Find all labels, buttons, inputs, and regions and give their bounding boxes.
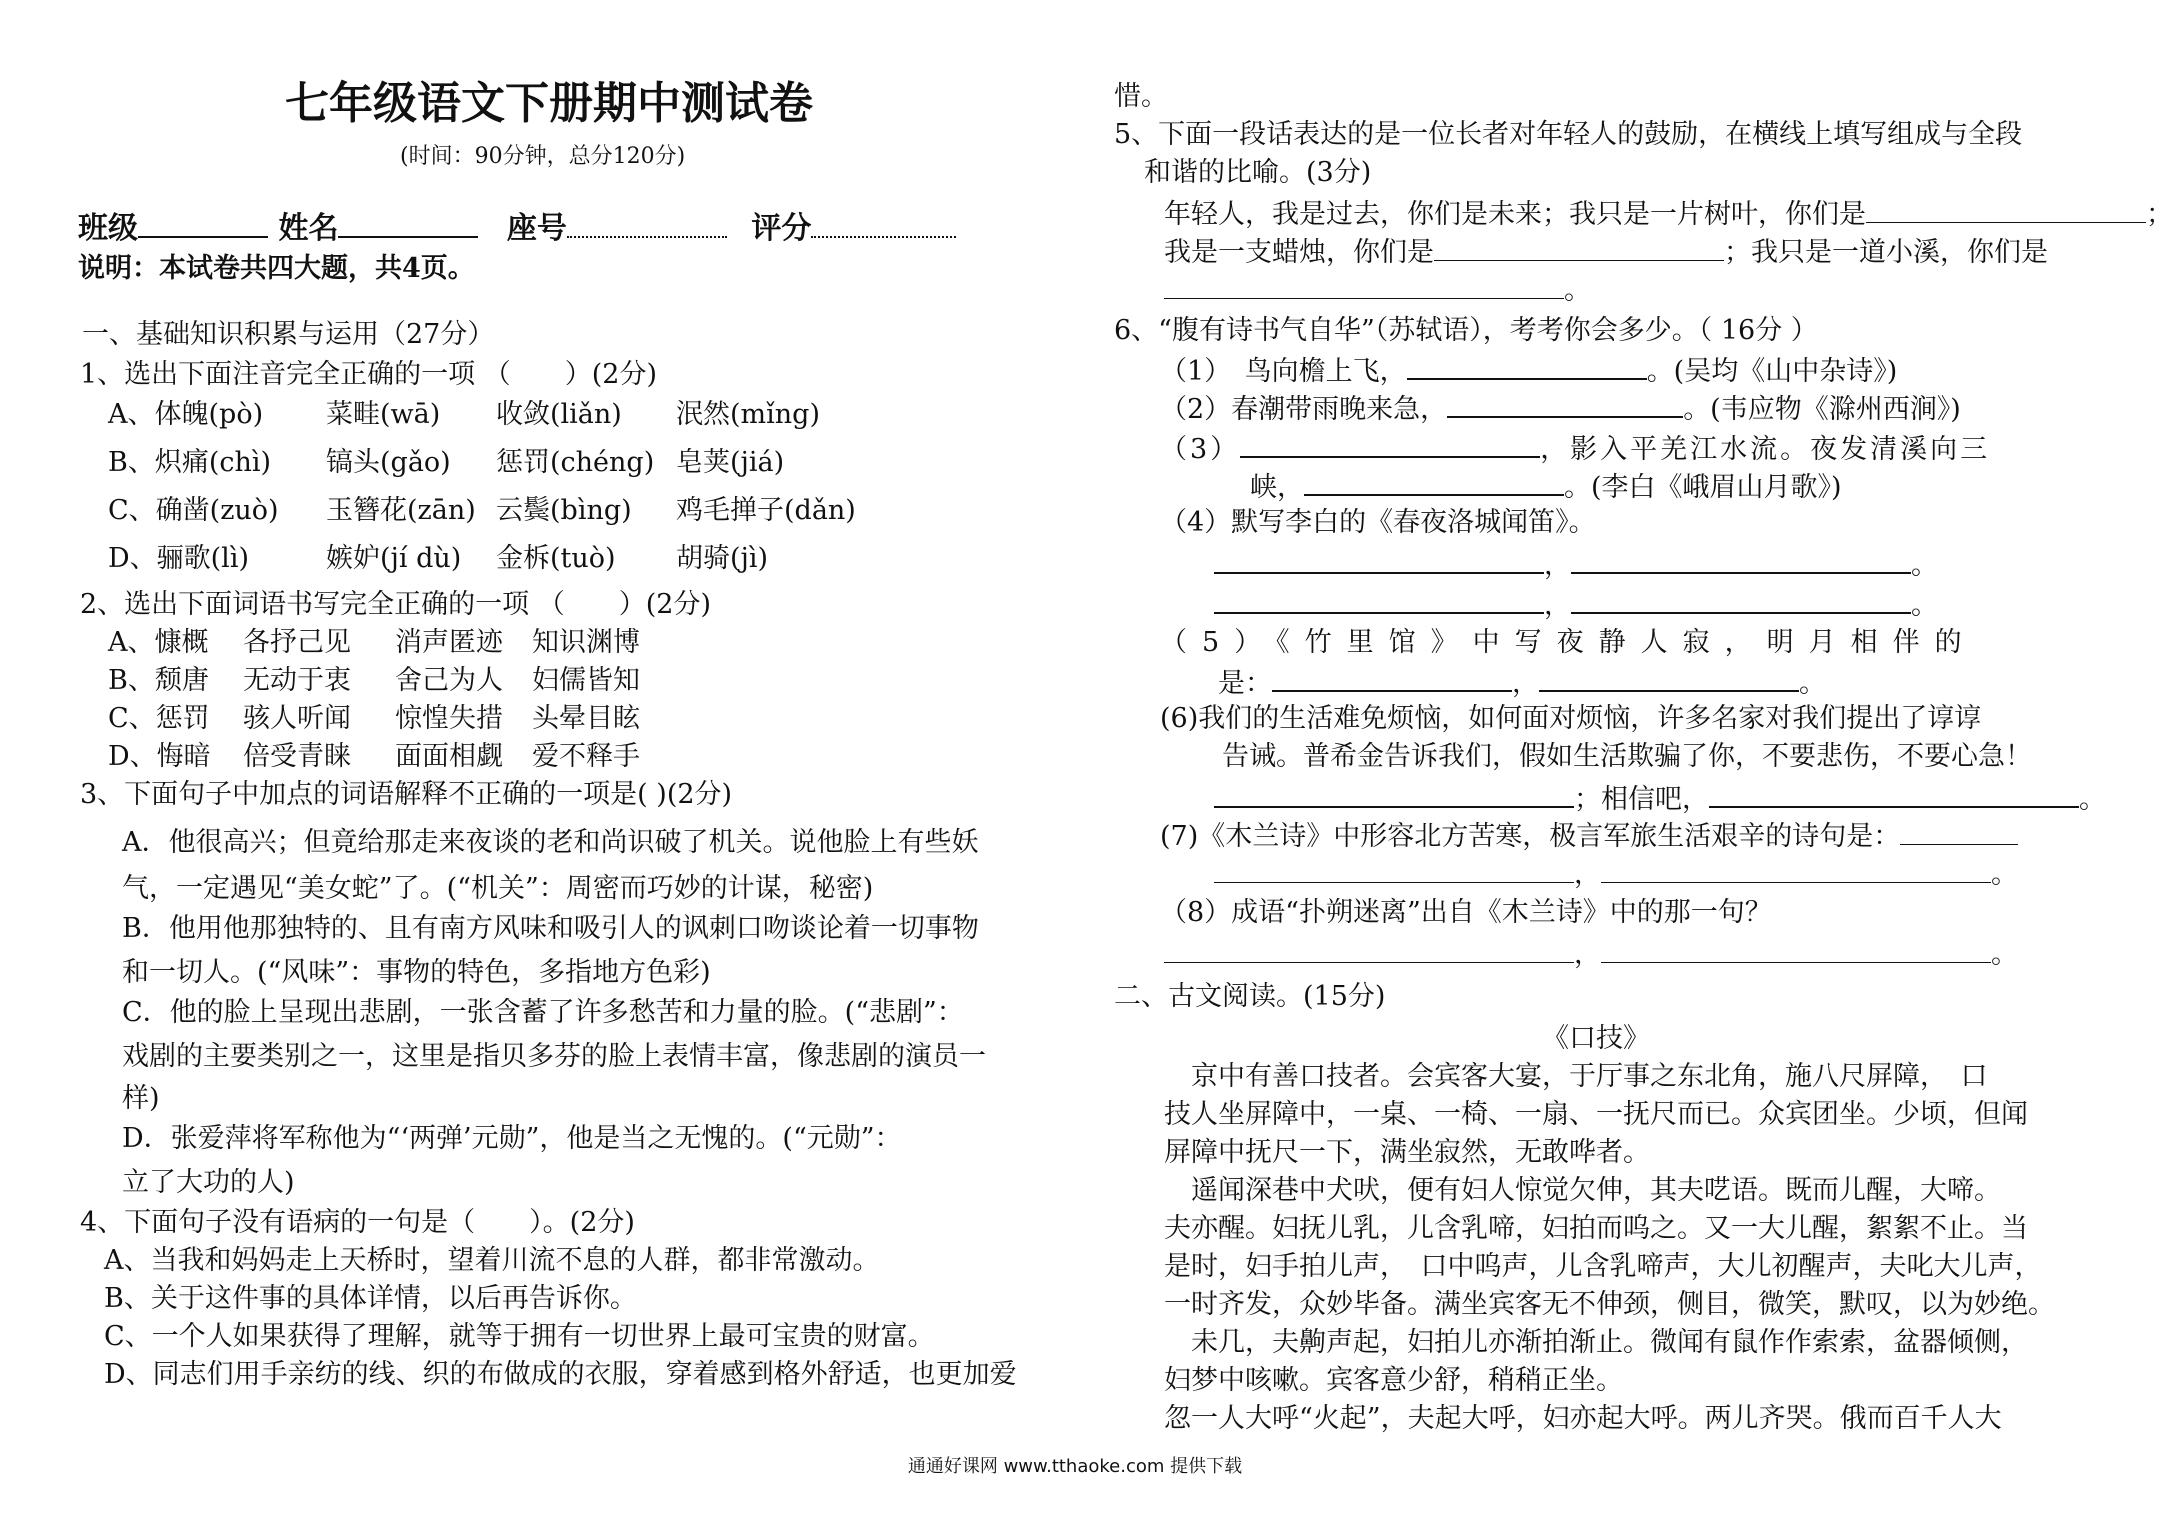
q6-s2-source: 。(韦应物《滁州西涧》) (1683, 394, 1961, 425)
q5-stem-1: 5、下面一段话表达的是一位长者对年轻人的鼓励，在横线上填写组成与全段 (1114, 119, 2023, 150)
q5-line-2a: 我是一支蜡烛，你们是 (1164, 237, 1434, 268)
q6-s5: （5）《竹里馆》中写夜静人寂，明月相伴的 (1160, 627, 1977, 658)
q6-blank-7[interactable] (1214, 586, 1544, 614)
q6-s4-row-1 (1214, 546, 1938, 583)
q2-a1: A、慷概 (108, 627, 209, 658)
q6-s2-text: （2）春潮带雨晚来急， (1160, 394, 1448, 425)
q6-s3 (1160, 430, 1990, 467)
q6-blank-14[interactable] (1214, 856, 1574, 883)
exam-title: 七年级语文下册期中测试卷 (285, 78, 813, 129)
passage-line-8: 未几，夫齁声起，妇拍儿亦渐拍渐止。微闻有鼠作作索索，盆器倾侧， (1164, 1327, 2028, 1358)
passage-line-10: 忽一人大呼“火起”，夫起大呼，妇亦起大呼。两儿齐哭。俄而百千人大 (1164, 1403, 2002, 1434)
q1-c3: 云鬓(bìng) (496, 495, 632, 526)
q6-s8-row (1164, 936, 2018, 972)
q5-line-2 (1164, 234, 2048, 270)
q6-blank-1[interactable] (1407, 352, 1647, 380)
period: 。 (2079, 784, 2106, 815)
q6-blank-11[interactable] (1214, 780, 1574, 808)
q2-a3: 消声匿迹 (395, 627, 503, 658)
q2-c3: 惊惶失措 (395, 703, 503, 734)
seat-blank[interactable] (567, 210, 727, 238)
q1-a3: 收敛(liǎn) (496, 399, 622, 430)
q3-stem: 3、下面句子中加点的词语解释不正确的一项是( )(2分) (80, 779, 733, 810)
q6-blank-2[interactable] (1447, 390, 1683, 418)
seat-label: 座号 (506, 211, 567, 246)
comma: ， (1574, 939, 1601, 970)
q1-d2: 嫉妒(jí dù) (326, 543, 462, 574)
q6-s3-text: ，影入平羌江水流。夜发清溪向三 (1540, 434, 1991, 465)
q6-s7-text: (7)《木兰诗》中形容北方苦寒，极言军旅生活艰辛的诗句是： (1160, 821, 1901, 852)
q1-a4: 泯然(mǐng) (676, 399, 820, 430)
q1-a2: 菜畦(wā) (326, 399, 441, 430)
q6-blank-17[interactable] (1601, 936, 1991, 963)
q5-stem-2: 和谐的比喻。(3分) (1144, 157, 1372, 188)
q6-s3-num: （3） (1160, 434, 1241, 465)
name-blank[interactable] (338, 210, 478, 238)
passage-line-7: 一时齐发，众妙毕备。满坐宾客无不伸颈，侧目，微笑，默叹，以为妙绝。 (1164, 1289, 2055, 1320)
q2-b3: 舍己为人 (395, 665, 503, 696)
q6-blank-3[interactable] (1240, 430, 1540, 458)
q6-s6-row (1214, 780, 2106, 817)
q1-d4: 胡骑(jì) (676, 543, 769, 574)
q3-line-1: A．他很高兴；但竟给那走来夜谈的老和尚识破了机关。说他脸上有些妖 (122, 827, 979, 858)
q3-line-2: 气，一定遇见“美女蛇”了。(“机关”：周密而巧妙的计谋，秘密) (122, 873, 874, 904)
exam-note: 说明：本试卷共四大题，共4页。 (78, 253, 475, 284)
period: 。 (1911, 590, 1938, 621)
carry-text: 惜。 (1114, 81, 1168, 112)
q6-s1-text: （1） 鸟向檐上飞， (1160, 356, 1407, 387)
q5-line-2b: ；我只是一道小溪，你们是 (1724, 237, 2048, 268)
q2-row-a (108, 626, 640, 660)
q1-b1: B、炽痛(chì) (108, 447, 272, 478)
q1-d3: 金柝(tuò) (496, 543, 616, 574)
q6-s1 (1160, 352, 1897, 389)
q6-blank-9[interactable] (1272, 664, 1512, 692)
q1-c1: C、确凿(zuò) (108, 495, 279, 526)
q1-stem: 1、选出下面注音完全正确的一项 （ ）(2分) (80, 359, 658, 390)
q3-line-5: C．他的脸上呈现出悲剧，一张含蓄了许多愁苦和力量的脸。(“悲剧”： (122, 997, 964, 1028)
q5-line-1-end: ； (2146, 199, 2173, 230)
q2-row-b (108, 664, 640, 698)
q1-a1: A、体魄(pò) (108, 399, 264, 430)
period: 。 (1799, 668, 1826, 699)
q6-s3-source: 。(李白《峨眉山月歌》) (1564, 472, 1842, 503)
q5-line-3 (1164, 272, 1591, 308)
q1-b2: 镐头(gǎo) (326, 447, 451, 478)
q2-row-c (108, 702, 640, 736)
q2-d4: 爱不释手 (532, 741, 640, 772)
q5-blank-2[interactable] (1434, 234, 1724, 261)
q6-s7 (1160, 818, 2018, 854)
q5-blank-1[interactable] (1866, 196, 2146, 223)
period: 。 (1911, 550, 1938, 581)
passage-line-2: 技人坐屏障中，一桌、一椅、一扇、一抚尺而已。众宾团坐。少顷，但闻 (1164, 1099, 2028, 1130)
q2-a4: 知识渊博 (532, 627, 640, 658)
q1-row-d (108, 542, 768, 576)
passage-title: 《口技》 (1542, 1023, 1650, 1054)
q1-d1: D、骊歌(lì) (108, 543, 249, 574)
class-blank[interactable] (138, 210, 268, 238)
q4-line-4: D、同志们用手亲纺的线、织的布做成的衣服，穿着感到格外舒适，也更加爱 (104, 1359, 1017, 1390)
q5-blank-3[interactable] (1164, 272, 1564, 299)
q6-blank-12[interactable] (1709, 780, 2079, 808)
q1-row-a (108, 398, 820, 432)
part2-heading: 二、古文阅读。(15分) (1114, 981, 1386, 1012)
q2-c1: C、惩罚 (108, 703, 210, 734)
period: 。 (1991, 939, 2018, 970)
q4-line-1: A、当我和妈妈走上天桥时，望着川流不息的人群，都非常激动。 (104, 1245, 880, 1276)
q6-s7-row (1214, 856, 2018, 892)
passage-line-3: 屏障中抚尺一下，满坐寂然，无敢哗者。 (1164, 1137, 1650, 1168)
q1-c2: 玉簪花(zān) (326, 495, 476, 526)
q6-s3-cont (1250, 468, 1842, 505)
q6-blank-16[interactable] (1164, 936, 1574, 963)
q1-c4: 鸡毛掸子(dǎn) (676, 495, 856, 526)
q6-stem: 6、“腹有诗书气自华”（苏轼语），考考你会多少。（ 16分 ） (1114, 315, 1818, 346)
q6-blank-13[interactable] (1900, 818, 2018, 845)
q6-blank-6[interactable] (1571, 546, 1911, 574)
q3-line-4: 和一切人。(“风味”：事物的特色，多指地方色彩) (122, 957, 711, 988)
comma: ， (1512, 668, 1539, 699)
info-row (78, 210, 956, 246)
score-label: 评分 (751, 211, 812, 246)
q6-s4: （4）默写李白的《春夜洛城闻笛》。 (1160, 507, 1596, 538)
q5-line-3-end: 。 (1564, 275, 1591, 306)
q4-line-3: C、一个人如果获得了理解，就等于拥有一切世界上最可宝贵的财富。 (104, 1321, 935, 1352)
q2-a2: 各抒己见 (243, 627, 351, 658)
passage-line-1: 京中有善口技者。会宾客大宴，于厅事之东北角，施八尺屏障， 口 (1164, 1061, 1988, 1092)
exam-subtitle: (时间：90分钟，总分120分) (400, 144, 686, 169)
q6-s6-text: ；相信吧， (1574, 784, 1709, 815)
q1-b4: 皂荚(jiá) (676, 447, 785, 478)
q1-row-c (108, 494, 856, 528)
comma: ， (1544, 550, 1571, 581)
score-blank[interactable] (811, 210, 956, 238)
q2-d3: 面面相觑 (395, 741, 503, 772)
q6-blank-5[interactable] (1214, 546, 1544, 574)
q6-blank-4[interactable] (1304, 468, 1564, 496)
q6-s5-label: 是： (1218, 668, 1272, 699)
passage-line-5: 夫亦醒。妇抚儿乳，儿含乳啼，妇拍而呜之。又一大儿醒，絮絮不止。当 (1164, 1213, 2028, 1244)
q6-blank-15[interactable] (1601, 856, 1991, 883)
q5-line-1 (1164, 196, 2173, 232)
q2-c4: 头晕目眩 (532, 703, 640, 734)
q6-blank-10[interactable] (1539, 664, 1799, 692)
q4-stem: 4、下面句子没有语病的一句是（ ）。(2分) (80, 1207, 635, 1238)
passage-line-9: 妇梦中咳嗽。宾客意少舒，稍稍正坐。 (1164, 1365, 1623, 1396)
name-label: 姓名 (278, 211, 339, 246)
comma: ， (1544, 590, 1571, 621)
part1-heading: 一、基础知识积累与运用（27分） (82, 319, 495, 350)
q3-line-6: 戏剧的主要类别之一，这里是指贝多芬的脸上表情丰富，像悲剧的演员一 (122, 1041, 986, 1072)
q3-line-8: D．张爱萍将军称他为“‘两弹’元勋”，他是当之无愧的。(“元勋”： (122, 1123, 902, 1154)
q6-s6-line-2: 告诫。普希金告诉我们，假如生活欺骗了你，不要悲伤，不要心急！ (1222, 741, 2032, 772)
q3-line-7: 样) (122, 1083, 160, 1114)
q6-s2 (1160, 390, 1961, 427)
q2-b1: B、颓唐 (108, 665, 209, 696)
q2-d1: D、悔暗 (108, 741, 211, 772)
page-footer: 通通好课网 www.tthaoke.com 提供下载 (907, 1456, 1243, 1477)
q4-line-2: B、关于这件事的具体详情，以后再告诉你。 (104, 1283, 637, 1314)
q6-s3-cont-text: 峡， (1250, 472, 1304, 503)
q6-s6-line-1: (6)我们的生活难免烦恼，如何面对烦恼，许多名家对我们提出了谆谆 (1160, 703, 1982, 734)
q1-row-b (108, 446, 784, 480)
q6-s4-row-2 (1214, 586, 1938, 623)
q2-c2: 骇人听闻 (243, 703, 351, 734)
q6-s1-source: 。(吴均《山中杂诗》) (1646, 356, 1898, 387)
q3-line-9: 立了大功的人) (122, 1167, 295, 1198)
q2-row-d (108, 740, 640, 774)
period: 。 (1991, 859, 2018, 890)
q1-b3: 惩罚(chéng) (496, 447, 655, 478)
comma: ， (1574, 859, 1601, 890)
q6-blank-8[interactable] (1571, 586, 1911, 614)
q5-line-1-text: 年轻人，我是过去，你们是未来；我只是一片树叶，你们是 (1164, 199, 1866, 230)
q2-b4: 妇儒皆知 (532, 665, 640, 696)
class-label: 班级 (78, 211, 138, 246)
q6-s8: （8）成语“扑朔迷离”出自《木兰诗》中的那一句？ (1160, 897, 1772, 928)
q2-stem: 2、选出下面词语书写完全正确的一项 （ ）(2分) (80, 589, 712, 620)
q2-b2: 无动于衷 (243, 665, 351, 696)
q3-line-3: B．他用他那独特的、且有南方风味和吸引人的讽刺口吻谈论着一切事物 (122, 913, 979, 944)
q2-d2: 倍受青睐 (243, 741, 351, 772)
q6-s5-row (1218, 664, 1826, 701)
passage-line-6: 是时，妇手拍儿声， 口中呜声，儿含乳啼声，大儿初醒声，夫叱大儿声， (1164, 1251, 2042, 1282)
passage-line-4: 遥闻深巷中犬吠，便有妇人惊觉欠伸，其夫呓语。既而儿醒，大啼。 (1164, 1175, 2001, 1206)
